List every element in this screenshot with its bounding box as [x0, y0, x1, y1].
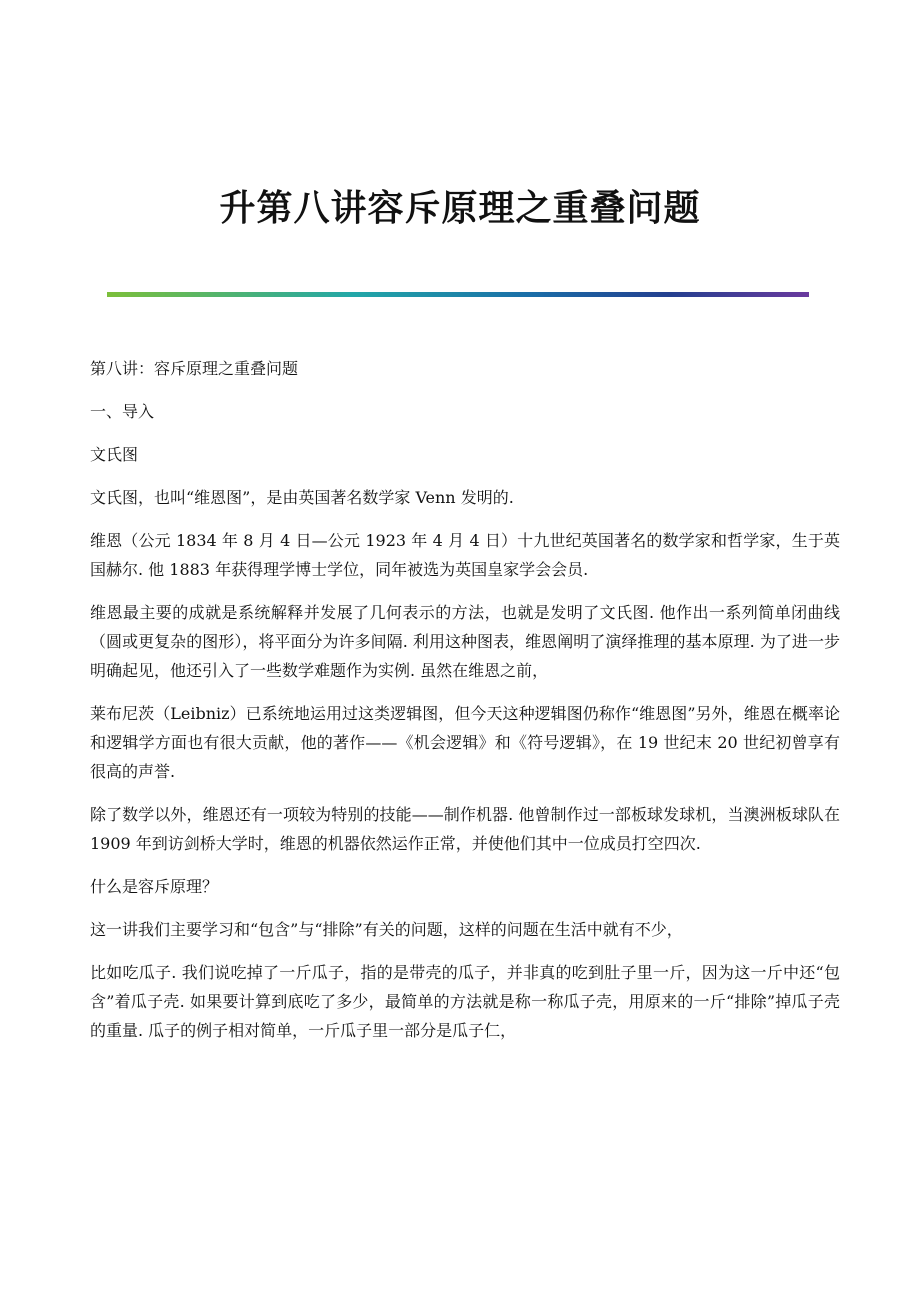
title-divider: [107, 292, 809, 297]
paragraph: 维恩最主要的成就是系统解释并发展了几何表示的方法，也就是发明了文氏图. 他作出一系列简单闭曲线（圆或更复杂的图形），将平面分为许多间隔. 利用这种图表，维恩阐明了演绎推理的基本原理. 为了进一步明确起见，他还引入了一些数学难题作为实例. 虽然在维恩之前，: [90, 603, 840, 680]
paragraph: 比如吃瓜子. 我们说吃掉了一斤瓜子，指的是带壳的瓜子，并非真的吃到肚子里一斤，因为这一斤中还“包含”着瓜子壳. 如果要计算到底吃了多少，最简单的方法就是称一称瓜子壳，用原来的一斤“排除”掉瓜子壳的重量. 瓜子的例子相对简单，一斤瓜子里一部分是瓜子仁，: [90, 963, 840, 1040]
document-body: [90, 354, 840, 1059]
document-title: 升第八讲容斥原理之重叠问题: [219, 187, 701, 229]
paragraph: 这一讲我们主要学习和“包含”与“排除”有关的问题，这样的问题在生活中就有不少，: [90, 920, 683, 939]
paragraph: 除了数学以外，维恩还有一项较为特别的技能——制作机器. 他曾制作过一部板球发球机，当澳洲板球队在 1909 年到访剑桥大学时，维恩的机器依然运作正常，并使他们其中一位成员打空四次.: [90, 805, 840, 853]
subsection-heading: 一、导入: [90, 402, 155, 421]
paragraph: 维恩（公元 1834 年 8 月 4 日—公元 1923 年 4 月 4 日）十九世纪英国著名的数学家和哲学家，生于英国赫尔. 他 1883 年获得理学博士学位，同年被选为英国皇家学会会员.: [90, 531, 840, 579]
paragraph: 文氏图，也叫“维恩图”，是由英国著名数学家 Venn 发明的.: [90, 488, 514, 507]
paragraph: 莱布尼茨（Leibniz）已系统地运用过这类逻辑图，但今天这种逻辑图仍称作“维恩图”另外，维恩在概率论和逻辑学方面也有很大贡献，他的著作——《机会逻辑》和《符号逻辑》，在 19 世纪末 20 世纪初曾享有很高的声誉.: [90, 704, 840, 781]
question-heading: 什么是容斥原理？: [90, 877, 219, 896]
section-heading: 第八讲：容斥原理之重叠问题: [90, 359, 299, 378]
topic-heading: 文氏图: [90, 445, 139, 464]
